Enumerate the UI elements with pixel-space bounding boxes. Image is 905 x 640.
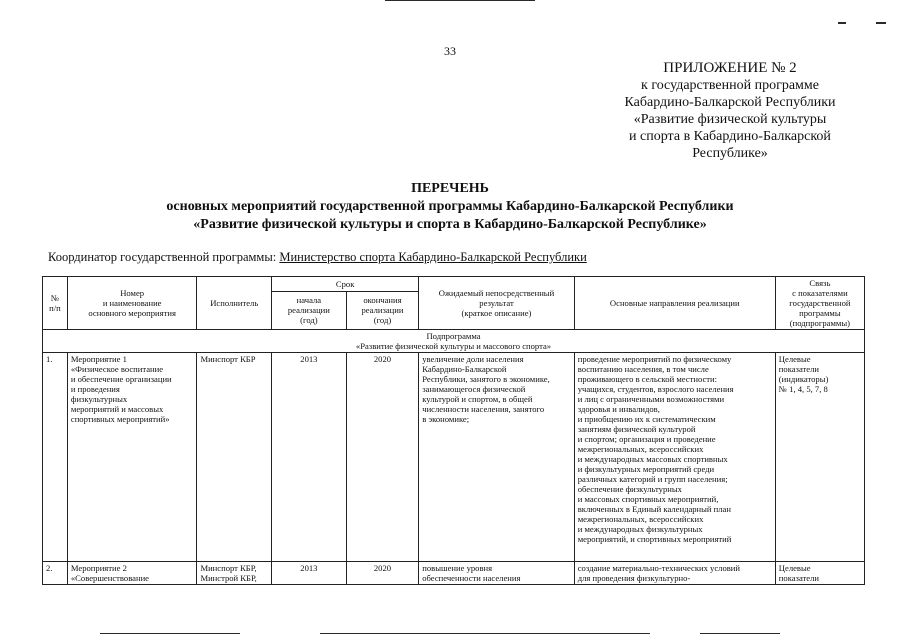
header-text: п/п (49, 303, 61, 313)
header-directions: Основные направления реализации (574, 277, 775, 330)
cell-link (775, 353, 864, 562)
header-text: основного мероприятия (88, 308, 176, 318)
cell-executor (197, 353, 272, 562)
cell-line: обеспеченности населения (422, 573, 521, 583)
cell-directions (574, 353, 775, 562)
cell-line: проживающего в сельской местности: (577, 374, 718, 384)
cell-line: для проведения физкультурно- (577, 573, 691, 583)
cell-num: 1. (43, 353, 68, 562)
coordinator-line (48, 250, 868, 265)
cell-line: № 1, 4, 5, 7, 8 (778, 384, 828, 394)
header-text: результат (479, 298, 514, 308)
subprogram-name: «Развитие физической культуры и массового спорта» (355, 341, 552, 351)
cell-line: обеспечение физкультурных (577, 484, 682, 494)
cell-line: показатели (778, 573, 819, 583)
cell-line: физкультурных (70, 394, 128, 404)
coordinator-label: Координатор государственной программы: (48, 250, 277, 264)
cell-line: межрегиональных, всероссийских (577, 444, 704, 454)
cell-num: 2. (43, 562, 68, 585)
header-text: (год) (373, 315, 392, 326)
cell-line: Целевые (778, 563, 811, 573)
heading-line: «Развитие физической культуры и спорта в Кабардино-Балкарской Республике» (193, 217, 707, 232)
table-row (43, 562, 865, 585)
cell-line: показатели (778, 364, 819, 374)
scan-mark-bottom (700, 633, 780, 634)
header-text: (подпрограммы) (789, 318, 851, 328)
header-start (272, 291, 347, 329)
cell-line: занимающегося физической (422, 384, 526, 394)
header-text: реализации (287, 305, 330, 316)
header-text: окончания (363, 295, 402, 306)
scan-mark-top (385, 0, 535, 1)
cell-line: и проведения (70, 384, 120, 394)
cell-start: 2013 (272, 353, 347, 562)
cell-line: учащихся, студентов, взрослого населения (577, 384, 734, 394)
cell-name (67, 562, 197, 585)
cell-line: различных категорий и групп населения; (577, 474, 728, 484)
scan-mark-corner (838, 22, 846, 24)
document-heading (60, 180, 840, 234)
cell-line: и физкультурных мероприятий среди (577, 464, 715, 474)
header-link (775, 277, 864, 330)
appendix-block (600, 60, 860, 162)
cell-line: «Совершенствование (70, 573, 149, 583)
cell-line: Целевые (778, 354, 811, 364)
cell-line: повышение уровня (422, 563, 493, 573)
cell-line: создание материально-технических условий (577, 563, 740, 573)
cell-line: спортивных мероприятий» (70, 414, 170, 424)
header-name (67, 277, 197, 330)
measures-table (42, 276, 865, 585)
scan-mark-bottom (320, 633, 650, 634)
cell-line: культурой и спортом, в общей (422, 394, 533, 404)
header-text: № (50, 293, 60, 303)
cell-line: и международных массовых спортивных (577, 454, 728, 464)
subprogram-cell (43, 330, 865, 353)
cell-line: Минспорт КБР (200, 354, 256, 364)
cell-line: и приобщению их к систематическим (577, 414, 716, 424)
heading-line: основных мероприятий государственной программы Кабардино-Балкарской Республики (166, 199, 734, 214)
cell-line: занятиям физической культурой (577, 424, 696, 434)
cell-link (775, 562, 864, 585)
cell-executor (197, 562, 272, 585)
cell-line: Мероприятие 1 (70, 354, 127, 364)
cell-start: 2013 (272, 562, 347, 585)
scan-mark-bottom (100, 633, 240, 634)
header-text: с показателями (792, 288, 848, 298)
cell-line: включенных в Единый календарный план (577, 504, 731, 514)
cell-line: и международных физкультурных (577, 524, 703, 534)
cell-line: в экономике; (422, 414, 470, 424)
cell-name (67, 353, 197, 562)
cell-end: 2020 (346, 562, 419, 585)
cell-line: проведение мероприятий по физическому (577, 354, 732, 364)
cell-line: увеличение доли населения (422, 354, 524, 364)
cell-line: и массовых спортивных мероприятий, (577, 494, 719, 504)
header-text: (год) (300, 315, 318, 326)
appendix-line: Кабардино-Балкарской Республики (624, 95, 836, 110)
page-number: 33 (444, 44, 456, 58)
cell-line: и обеспечение организации (70, 374, 172, 384)
header-text: (краткое описание) (461, 308, 532, 318)
header-text: Номер (120, 288, 145, 298)
header-executor: Исполнитель (197, 277, 272, 330)
cell-line: численности населения, занятого (422, 404, 545, 414)
header-text: реализации (361, 305, 404, 316)
appendix-line: Республике» (692, 146, 768, 161)
cell-line: «Физическое воспитание (70, 364, 164, 374)
cell-line: и лиц с ограниченными возможностями (577, 394, 725, 404)
cell-line: Республики, занятого в экономике, (422, 374, 550, 384)
cell-line: и спортом; организация и проведение (577, 434, 716, 444)
subprogram-row (43, 330, 865, 353)
scan-mark-corner (876, 22, 886, 24)
header-text: Ожидаемый непосредственный (438, 288, 555, 298)
header-term: Срок (272, 277, 419, 292)
subprogram-label: Подпрограмма (426, 331, 481, 341)
cell-line: (индикаторы) (778, 374, 829, 384)
header-text: государственной (789, 298, 851, 308)
header-result (419, 277, 574, 330)
cell-line: Мероприятие 2 (70, 563, 127, 573)
cell-directions (574, 562, 775, 585)
cell-line: здоровья и инвалидов, (577, 404, 660, 414)
heading-title: ПЕРЕЧЕНЬ (411, 181, 489, 196)
header-end (346, 291, 419, 329)
appendix-line: к государственной программе (641, 78, 819, 93)
header-text: Связь (809, 278, 831, 288)
cell-line: Минстрой КБР, (200, 573, 257, 583)
cell-line: мероприятий и массовых (70, 404, 164, 414)
appendix-title: ПРИЛОЖЕНИЕ № 2 (663, 60, 797, 76)
cell-result (419, 562, 574, 585)
cell-line: мероприятий, и спортивных мероприятий (577, 534, 732, 544)
cell-end: 2020 (346, 353, 419, 562)
cell-line: воспитанию населения, в том числе (577, 364, 709, 374)
appendix-line: и спорта в Кабардино-Балкарской (629, 129, 831, 144)
table-row (43, 353, 865, 562)
header-text: начала (296, 295, 322, 306)
coordinator-value: Министерство спорта Кабардино-Балкарской Республики (279, 250, 587, 264)
appendix-line: «Развитие физической культуры (633, 112, 827, 127)
cell-line: Минспорт КБР, (200, 563, 257, 573)
header-text: программы (799, 308, 841, 318)
cell-line: межрегиональных, всероссийских (577, 514, 704, 524)
header-text: и наименование (102, 298, 162, 308)
header-num (43, 277, 68, 330)
cell-line: Кабардино-Балкарской (422, 364, 507, 374)
cell-result (419, 353, 574, 562)
